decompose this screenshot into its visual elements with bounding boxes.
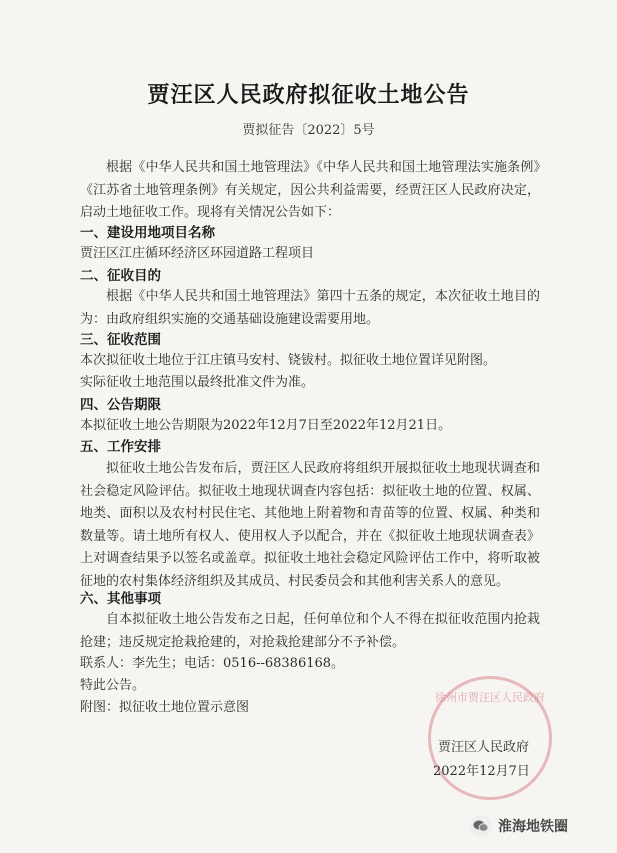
- section-5-text: 拟征收土地公告发布后，贾汪区人民政府将组织开展拟征收土地现状调查和社会稳定风险评估。拟征收土地现状调查内容包括：拟征收土地的位置、权属、地类、面积以及农村村民住宅、其他地上附着物和青苗等的位置、权属、种类和数量等。请土地所有权人、使用权人予以配合，并在《拟征收土地现状调查表》上对调查结果予以签名或盖章。拟征收土地社会稳定风险评估工作中，将听取被征地的农村集体经济组织及其成员、村民委员会和其他利害关系人的意见。: [80, 461, 540, 589]
- section-4-text: 本拟征收土地公告期限为2022年12月7日至2022年12月21日。: [80, 418, 452, 433]
- issuer-name: 贾汪区人民政府: [438, 740, 530, 755]
- watermark: [470, 815, 568, 837]
- section-heading-3: 三、征收范围: [80, 332, 161, 348]
- issue-date: 2022年12月7日: [433, 764, 530, 779]
- intro-paragraph: 根据《中华人民共和国土地管理法》《中华人民共和国土地管理法实施条例》《江苏省土地管理条例》有关规定，因公共利益需要，经贾汪区人民政府决定，启动土地征收工作。现将有关情况公告如下：: [80, 160, 540, 221]
- section-heading-1: 一、建设用地项目名称: [80, 225, 215, 241]
- section-heading-2: 二、征收目的: [80, 268, 161, 284]
- document-number: 贾拟征告〔2022〕5号: [242, 123, 375, 138]
- section-2-text: 根据《中华人民共和国土地管理法》第四十五条的规定，本次征收土地目的为：由政府组织实施的交通基础设施建设需要用地。: [80, 289, 540, 327]
- wechat-icon: [470, 815, 492, 837]
- attachment-line: 附图：拟征收土地位置示意图: [80, 700, 250, 715]
- section-heading-4: 四、公告期限: [80, 397, 161, 413]
- page-title: 贾汪区人民政府拟征收土地公告: [147, 82, 470, 108]
- seal-text: 徐州市贾汪区人民政府: [435, 691, 545, 704]
- section-1-text: 贾汪区江庄循环经济区环园道路工程项目: [80, 246, 315, 261]
- section-6-text: 自本拟征收土地公告发布之日起，任何单位和个人不得在拟征收范围内抢栽抢建；违反规定抢栽抢建的，对抢栽抢建部分不予补偿。: [80, 612, 540, 650]
- watermark-text: 淮海地铁圈: [498, 819, 568, 835]
- section-heading-5: 五、工作安排: [80, 439, 161, 455]
- section-3-text-2: 实际征收土地范围以最终批准文件为准。: [80, 375, 315, 390]
- closing-line: 特此公告。: [80, 678, 146, 693]
- contact-line: 联系人：李先生；电话：0516--68386168。: [80, 656, 345, 671]
- section-heading-6: 六、其他事项: [80, 591, 161, 607]
- section-3-text-1: 本次拟征收土地位于江庄镇马安村、铙钹村。拟征收土地位置详见附图。: [80, 353, 497, 368]
